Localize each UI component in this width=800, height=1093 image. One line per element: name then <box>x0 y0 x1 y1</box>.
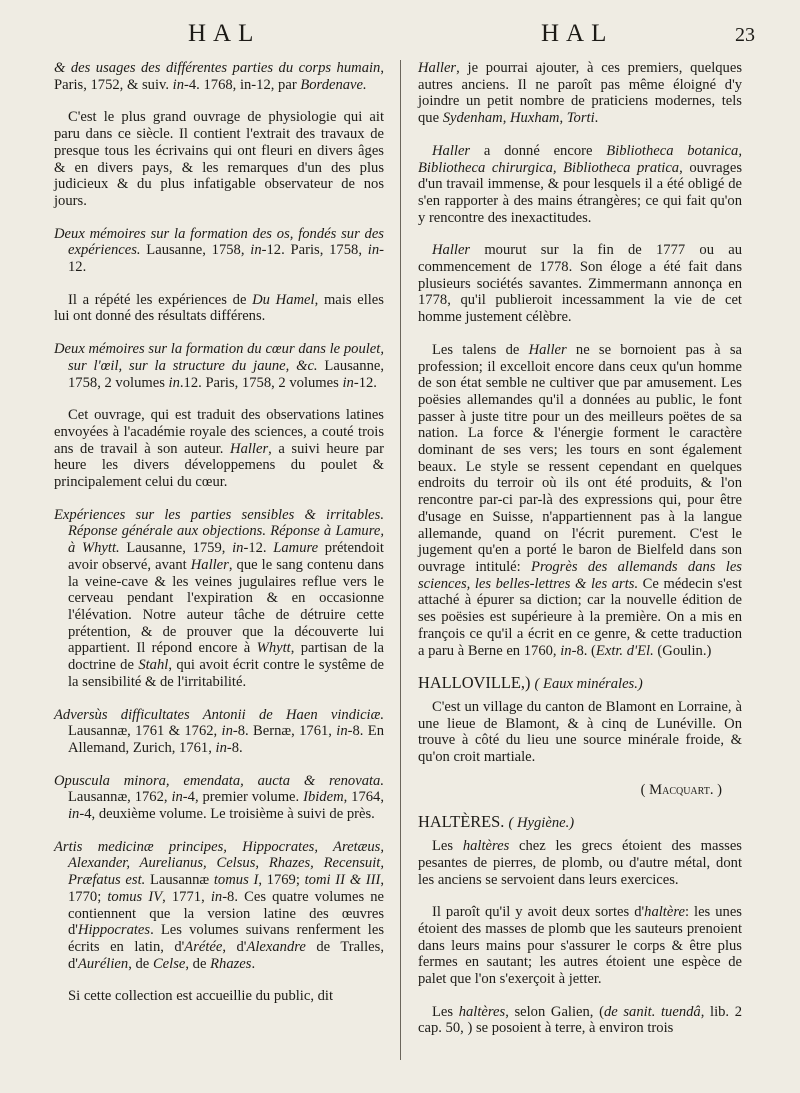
text-run: , de <box>128 955 153 972</box>
text-run: -8. En Allemand, Zurich, 1761, <box>68 723 384 756</box>
paragraph <box>54 839 384 973</box>
italic-text: Progrès des allemands dans les sciences, les belles-lettres & les arts. <box>418 558 742 592</box>
italic-text: Du Hamel <box>252 291 315 308</box>
running-head-right: HAL <box>541 20 614 47</box>
italic-text: tomus IV <box>107 888 163 905</box>
paragraph <box>54 60 384 93</box>
italic-text: Sydenham <box>442 110 503 127</box>
text-run: . Les volumes suivans renferment les écrits en latin, d' <box>68 922 384 955</box>
paragraph <box>418 904 742 988</box>
paragraph <box>418 838 742 888</box>
text-run: , mais elles lui ont donné des résultats différens. <box>54 291 384 325</box>
text-run: -12. <box>68 242 384 276</box>
paragraph <box>54 226 384 276</box>
right-column <box>418 60 742 1053</box>
text-run: a donné encore <box>470 142 607 159</box>
paragraph <box>54 773 384 823</box>
italic-text: Adversùs difficultates Antonii de Haen vindiciæ. <box>54 706 384 723</box>
text-run: , que le sang contenu dans la veine-cave & les veines jugulaires reflue vers le cerveau pendant l'expiration & en occasionne l'élévation. Notre auteur tâche de détruire cette prétention, & de prouver que la découverte lui appartient. Il répond encore à <box>68 556 384 657</box>
italic-text: Haller <box>190 556 229 573</box>
text-run: -8. <box>226 739 243 756</box>
paragraph <box>54 109 384 209</box>
italic-text: Ibidem <box>303 789 344 806</box>
text-run: .12. Paris, 1758, 2 volumes <box>179 374 343 391</box>
text-run: . <box>594 110 599 127</box>
text-run: Les talens de <box>432 341 529 358</box>
author-signature: ( Macquart. ) <box>640 781 722 798</box>
italic-text: Huxham <box>510 110 560 127</box>
paragraph <box>418 242 742 326</box>
italic-text: in <box>210 888 223 905</box>
text-run: -12. <box>353 374 377 391</box>
italic-text: in <box>68 806 80 823</box>
italic-text: Alexandre <box>246 938 306 955</box>
text-run: Cet ouvrage, qui est traduit des observations latines envoyées à l'académie royale des sciences, a couté trois ans de travail à son auteur. <box>54 407 384 457</box>
text-run: Lausanne, 1758, <box>140 242 251 259</box>
italic-text: Haller <box>432 142 471 159</box>
text-run: : les unes étoient des masses de plomb que les sauteurs prenoient dans leurs mains pour s'assurer le corps & être plus fermes en sautant; les autres étoient une espèce de palet que l'on s'exerçoit à jetter. <box>418 904 742 988</box>
text-run: , 1771, <box>162 888 211 905</box>
text-run: , ouvrages d'un travail immense, & pour lesquels il a été obligé de s'en rapporter à des mains étrangères; ce qui fait qu'on y rencontre des inexactitudes. <box>418 159 742 226</box>
text-run: Lausanne, 1759, <box>119 540 233 557</box>
page-number: 23 <box>735 24 755 46</box>
text-run: . <box>251 955 256 972</box>
text-run: prétendoit avoir observé, avant <box>68 540 384 573</box>
text-run: -4, deuxième volume. Le troisième à suivi de près. <box>79 806 375 823</box>
text-run: de Tralles, d' <box>68 938 384 972</box>
text-run: , selon Galien, ( <box>505 1003 604 1020</box>
text-run: -8. ( <box>571 642 596 659</box>
italic-text: in <box>342 374 354 391</box>
paragraph <box>54 292 384 325</box>
italic-text: in <box>215 739 227 756</box>
text-run: -8. Ces quatre volumes ne contiennent que la version latine des œuvres d' <box>68 888 385 939</box>
paragraph <box>418 60 742 127</box>
text-run: Lausannæ, 1761 & 1762, <box>68 723 222 740</box>
paragraph <box>54 407 384 491</box>
text-run: -12. Paris, 1758, <box>261 242 368 259</box>
italic-text: haltère <box>644 904 685 921</box>
text-run: , d' <box>222 938 247 955</box>
text-run: -4. 1768, in-12, par <box>184 76 301 93</box>
text-run: mourut sur la fin de 1777 ou au commencement de 1778. Son éloge a été fait dans plusieurs sociétés savantes. Zimmermann annonça en 1778, qu'il publieroit incessamment la vie de cet homme justement célèbre. <box>418 242 742 326</box>
text-run: Lausanne, 1758, 2 volumes <box>68 357 384 391</box>
text-run: C'est un village du canton de Blamont en Lorraine, à une lieue de Blamont, & à cinq de Lunéville. On trouve à côté du lieu une source minérale froide, & qu'on croit martiale. <box>418 698 742 766</box>
italic-text: Bibliotheca botanica, Bibliotheca chirurgica, Bibliotheca pratica <box>418 142 742 176</box>
text-run: Ce médecin s'est attaché à épurer sa diction; car la nouvelle édition de ses poësies est supérieure à la première. On a mis en françois ce qu'il a écrit en ce genre, & cette traduction a paru à Berne en 1760, <box>418 575 742 659</box>
italic-text: Artis medicinæ principes, Hippocrates, Aretæus, Alexander, Aurelianus, Celsus, Rhazes, Recensuit, Præfatus est. <box>54 838 384 889</box>
italic-text: in <box>336 723 348 740</box>
paragraph <box>418 143 742 227</box>
italic-text: Deux mémoires sur la formation du cœur dans le poulet, sur l'œil, sur la structure du jaune, &c. <box>54 341 384 374</box>
italic-text: Rhazes <box>210 955 252 972</box>
paragraph <box>54 341 384 391</box>
text-run: -4, premier volume. <box>182 789 304 806</box>
entry-category: ( Hygiène.) <box>508 815 575 832</box>
italic-text: in <box>168 374 180 391</box>
entry-title: HALTÈRES. <box>418 812 505 832</box>
text-run: , 1770; <box>68 872 384 905</box>
paragraph <box>418 699 742 766</box>
italic-text: in <box>172 76 185 93</box>
italic-text: Arétée <box>184 938 223 955</box>
italic-text: Haller <box>230 440 269 457</box>
text-run: Les <box>432 1003 459 1020</box>
italic-text: tomi II & III <box>304 872 381 889</box>
text-run: (Goulin.) <box>653 642 712 659</box>
italic-text: in <box>171 789 183 806</box>
text-run: Lausannæ, 1762, <box>68 789 172 806</box>
text-run: Il paroît qu'il y avoit deux sortes d' <box>432 904 645 921</box>
entry-title: HALLOVILLE,) <box>418 673 531 693</box>
left-column <box>54 60 384 1021</box>
italic-text: & des usages des différentes parties du corps humain <box>54 60 381 76</box>
italic-text: in <box>367 242 380 259</box>
italic-text: de sanit. tuendâ <box>603 1003 701 1020</box>
italic-text: in <box>221 723 233 740</box>
column-divider <box>400 60 401 1060</box>
paragraph <box>418 342 742 659</box>
running-head-left: HAL <box>188 20 261 47</box>
entry-heading <box>418 814 742 832</box>
italic-text: Lamure <box>273 540 319 557</box>
italic-text: in <box>232 540 244 557</box>
italic-text: Haller <box>432 242 471 259</box>
italic-text: Haller <box>528 341 567 358</box>
paragraph <box>418 1004 742 1037</box>
italic-text: Deux mémoires sur la formation des os, fondés sur des expériences. <box>54 225 384 259</box>
text-run: , a suivi heure par heure les divers développemens du poulet & principalement celui du cœur. <box>54 440 384 491</box>
italic-text: tomus I <box>213 872 259 889</box>
text-run: , je pourrai ajouter, à ces premiers, quelques autres anciens. Il ne paroît pas même éloigné d'y joindre un petit nombre de praticiens modernes, tels que <box>418 60 742 127</box>
text-run: , de <box>185 955 211 972</box>
italic-text: in <box>560 642 572 659</box>
text-run: , <box>559 110 567 127</box>
text-run: , Paris, 1752, & suiv. <box>54 60 384 93</box>
italic-text: Expériences sur les parties sensibles & irritables. Réponse générale aux objections. Réponse à Lamure, à Whytt. <box>54 506 384 557</box>
paragraph <box>54 507 384 691</box>
italic-text: haltères <box>458 1003 506 1020</box>
paragraph <box>54 988 384 1005</box>
text-run: chez les grecs étoient des masses pesantes de pierres, de plomb, ou d'autre métal, dont les anciens se servoient dans leurs exercices. <box>418 838 742 888</box>
italic-text: in <box>250 242 262 259</box>
text-run: , qui avoit écrit contre le systême de la sensibilité & de l'irritabilité. <box>68 657 384 690</box>
text-run: , lib. 2 cap. 50, ) se posoient à terre, à environ trois <box>418 1003 742 1037</box>
paragraph <box>54 707 384 757</box>
text-run: -8. Bernæ, 1761, <box>232 723 337 740</box>
italic-text: Bordenave. <box>300 76 367 93</box>
entry-category: ( Eaux minérales.) <box>534 676 643 693</box>
italic-text: Whytt <box>256 640 291 657</box>
italic-text: Opuscula minora, emendata, aucta & renovata. <box>54 772 384 789</box>
text-run: C'est le plus grand ouvrage de physiologie qui ait paru dans ce siècle. Il contient l'extrait des travaux de presque tous les écrivains qui ont fleuri en divers âges & en divers pays, & les remarques d'un des plus judicieux & du plus infatigable observateur de nos jours. <box>54 109 384 209</box>
italic-text: Aurélien <box>77 955 129 972</box>
text-run: , 1764, <box>343 789 384 806</box>
italic-text: Extr. d'El. <box>595 642 654 659</box>
text-run: Lausannæ <box>145 872 214 889</box>
italic-text: haltères <box>462 838 510 855</box>
italic-text: Stahl <box>138 657 169 674</box>
text-run: ne se bornoient pas à sa profession; il excelloit encore dans ceux qu'un homme de son état semble ne cultiver que par amusement. Les poësies allemandes qu'il a données au public, le font passer à juste titre pour un des meilleurs poëtes de sa nation. La force & l'énergie forment le caractère dominant de ses vers; les tours en sont également beaux. Le style se ressent cependant en quelques endroits du terroir où ils ont été produits, & l'on rencontre par-ci par-là des expressions qui, pour être d'usage en Suisse, n'appartiennent pas à la langue allemande, quand on l'écrit purement. C'est le jugement qu'en a porté le baron de Bielfeld dans son ouvrage intitulé: <box>418 341 742 575</box>
text-run: Si cette collection est accueillie du public, dit <box>68 988 334 1005</box>
text-run: -12. <box>243 540 274 557</box>
italic-text: Torti <box>566 110 595 127</box>
entry-heading <box>418 675 742 693</box>
italic-text: Celse <box>152 955 186 972</box>
text-run: , partisan de la doctrine de <box>68 640 384 674</box>
text-run: , 1769; <box>258 872 305 889</box>
italic-text: Haller <box>418 60 457 76</box>
text-run: , <box>502 110 511 127</box>
italic-text: Hippocrates <box>77 922 151 939</box>
text-run: Les <box>432 838 463 855</box>
text-run: Il a répété les expériences de <box>68 291 253 308</box>
